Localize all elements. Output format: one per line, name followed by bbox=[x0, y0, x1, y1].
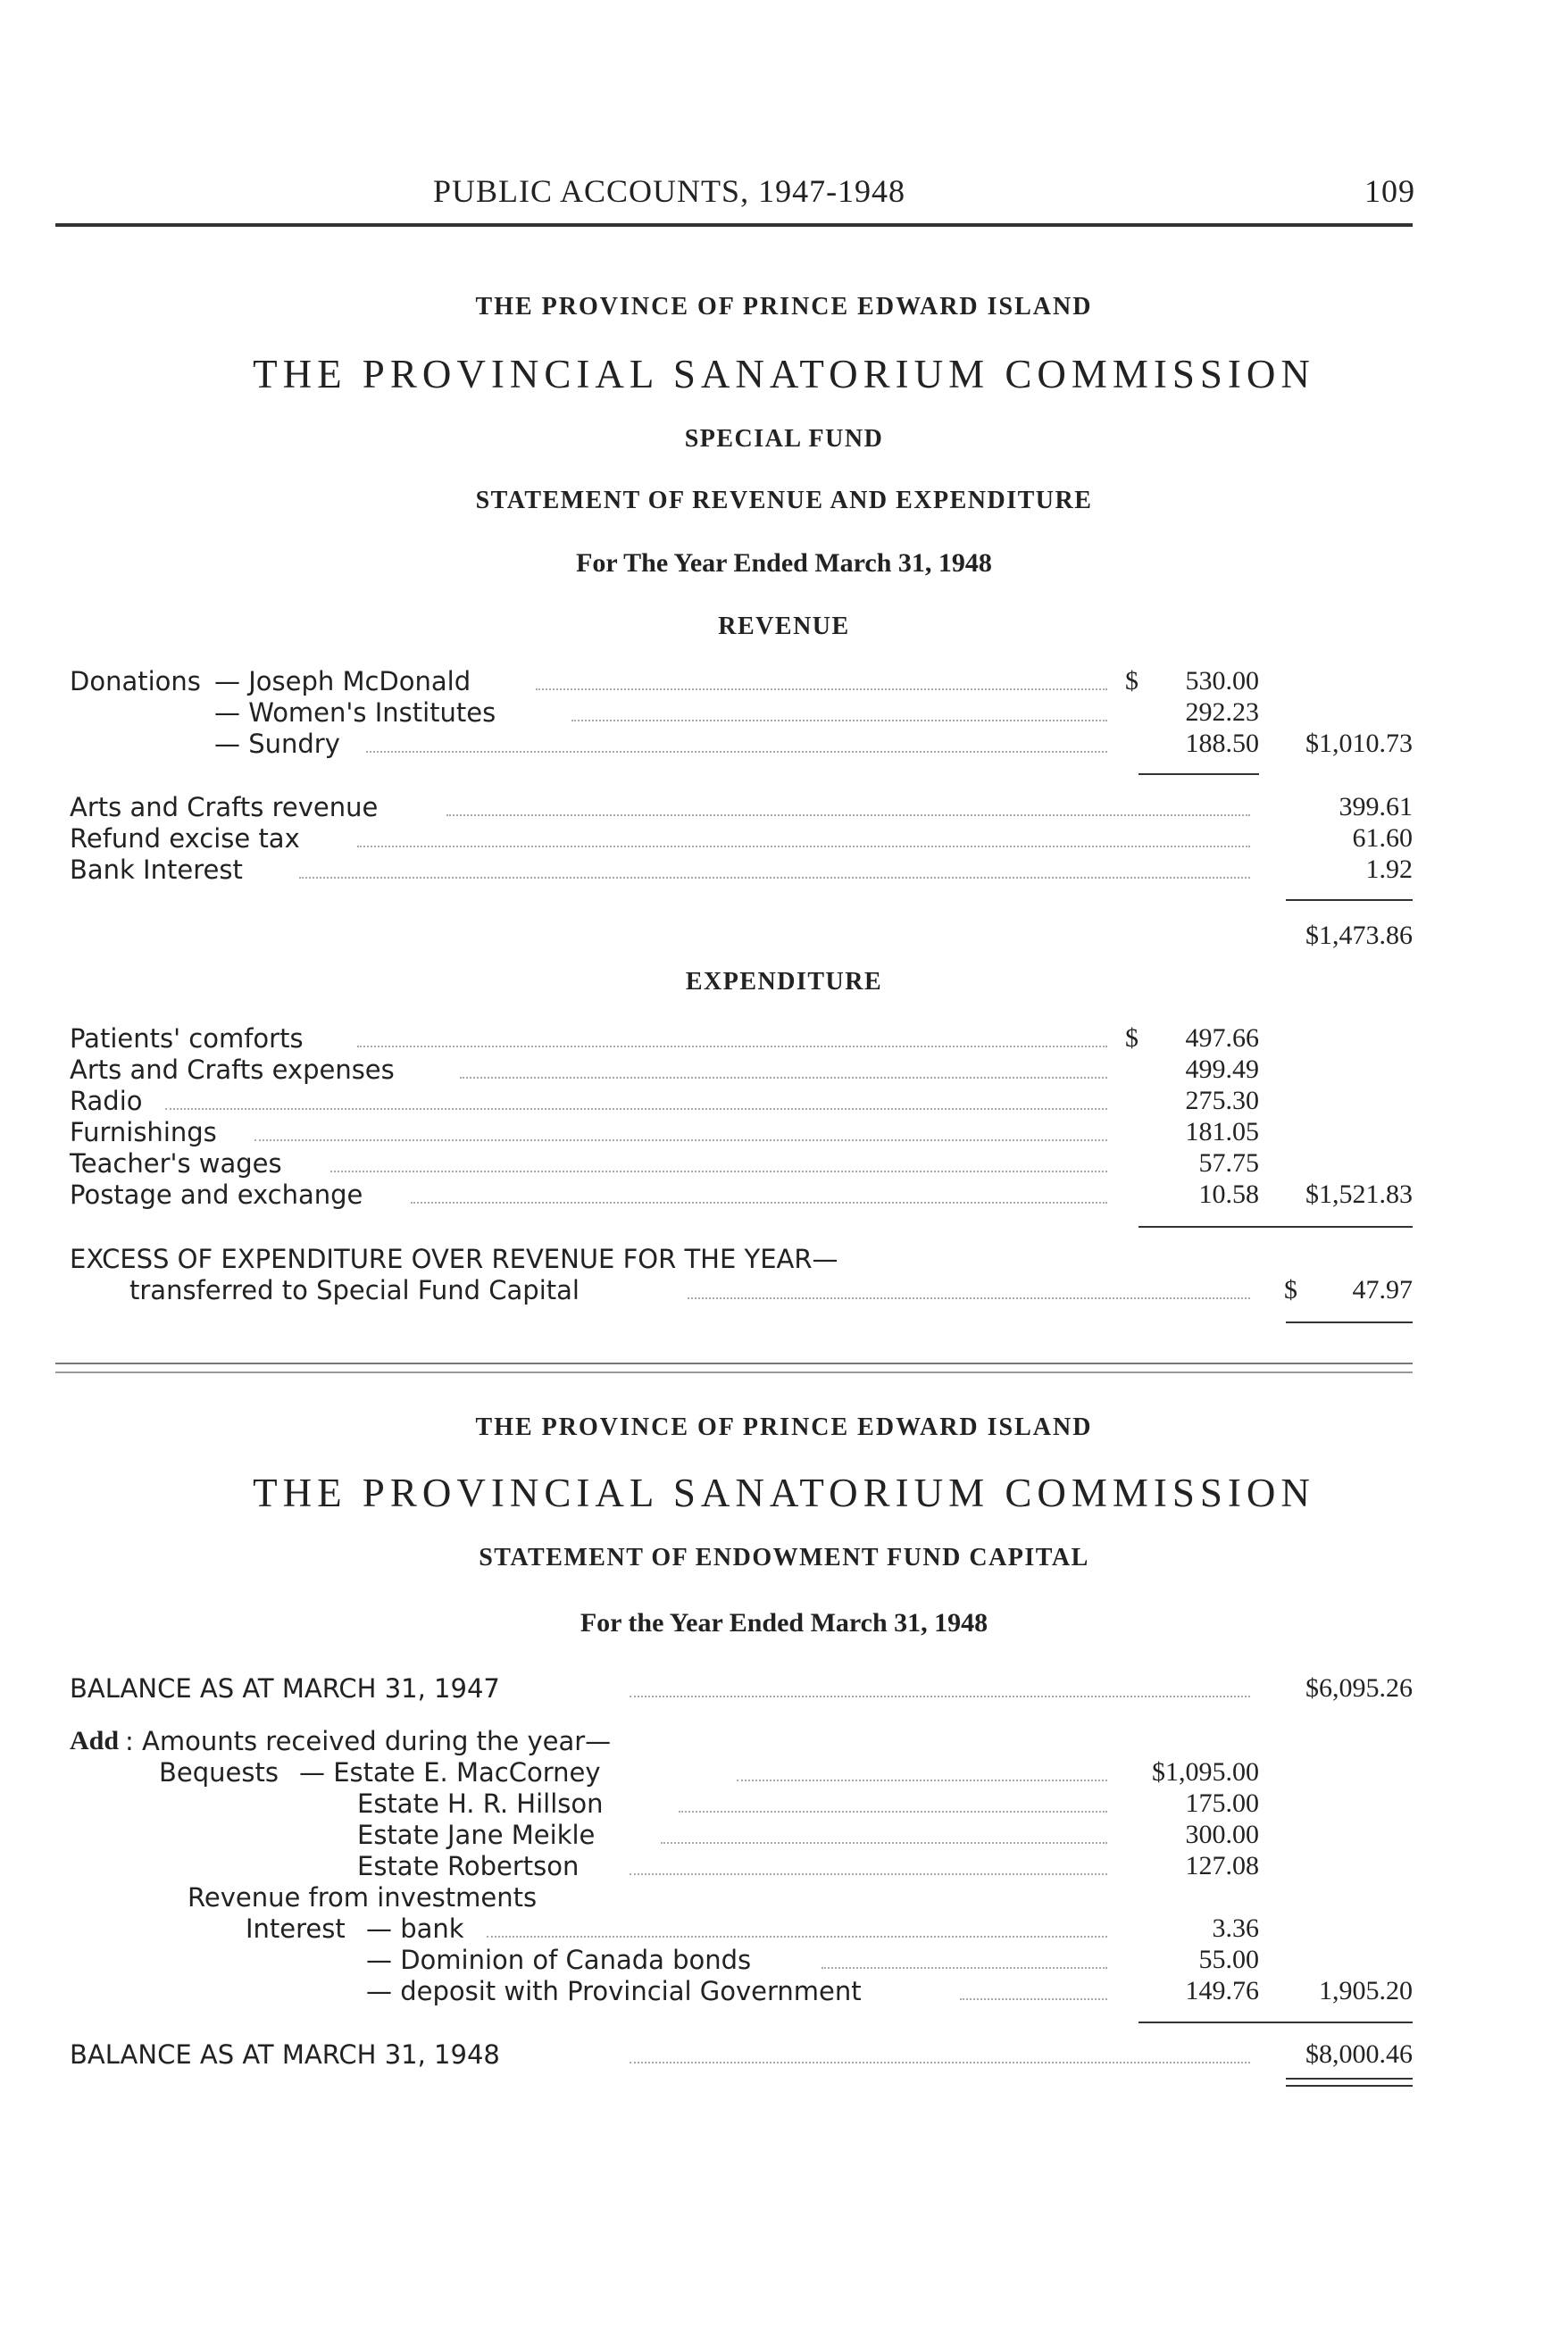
expenditure-row bbox=[0, 1054, 1568, 1086]
excess-row bbox=[0, 1243, 1568, 1275]
expenditure-row bbox=[0, 1022, 1568, 1055]
leader-dots bbox=[679, 1811, 1107, 1813]
donation-amount: 292.23 bbox=[1185, 697, 1259, 727]
interest-source-label: — Dominion of Canada bonds bbox=[366, 1945, 752, 1975]
expenditure-row bbox=[0, 1116, 1568, 1148]
header-rule bbox=[55, 223, 1413, 227]
leader-dots bbox=[688, 1297, 1250, 1299]
bequest-label: — Estate E. MacCorney bbox=[299, 1757, 601, 1788]
interest-label: Interest bbox=[246, 1913, 346, 1944]
revenue-total: $1,473.86 bbox=[1305, 921, 1413, 950]
commission-heading: THE PROVINCIAL SANATORIUM COMMISSION bbox=[253, 352, 1315, 396]
leader-dots bbox=[366, 751, 1107, 753]
leader-dots bbox=[571, 720, 1107, 721]
leader-dots bbox=[960, 1998, 1107, 2000]
expenditure-row bbox=[0, 1085, 1568, 1117]
bequest-amount: $1,095.00 bbox=[1152, 1757, 1259, 1787]
leader-dots bbox=[822, 1967, 1107, 1969]
additions-total-rule bbox=[1138, 2022, 1413, 2023]
bequest-label: Estate Jane Meikle bbox=[357, 1820, 596, 1850]
leader-dots bbox=[487, 1936, 1107, 1938]
revenue-label: Arts and Crafts revenue bbox=[70, 792, 379, 822]
donor-label: — Joseph McDonald bbox=[214, 666, 471, 696]
revenue-row bbox=[0, 791, 1568, 823]
excess-amount: 47.97 bbox=[1352, 1275, 1413, 1305]
add-label: Add bbox=[70, 1726, 120, 1755]
period-heading: For The Year Ended March 31, 1948 bbox=[576, 548, 992, 578]
total-rule bbox=[1286, 899, 1413, 901]
expenditure-amount: 275.30 bbox=[1185, 1086, 1259, 1115]
closing-balance-amount: $8,000.46 bbox=[1305, 2039, 1413, 2069]
closing-balance-row bbox=[0, 2038, 1568, 2071]
leader-dots bbox=[165, 1108, 1107, 1110]
expenditure-label: Patients' comforts bbox=[70, 1023, 304, 1054]
donation-amount: 188.50 bbox=[1185, 729, 1259, 758]
leader-dots bbox=[411, 1202, 1107, 1204]
province-heading: THE PROVINCE OF PRINCE EDWARD ISLAND bbox=[475, 1413, 1093, 1441]
donations-total: $1,010.73 bbox=[1305, 729, 1413, 758]
interest-row bbox=[0, 1975, 1568, 2007]
expenditure-amount: 181.05 bbox=[1185, 1117, 1259, 1146]
interest-row bbox=[0, 1944, 1568, 1976]
expenditure-label: Teacher's wages bbox=[70, 1148, 282, 1179]
interest-source-label: — bank bbox=[366, 1913, 464, 1944]
expenditure-total-rule bbox=[1138, 1226, 1413, 1228]
bequest-row bbox=[0, 1819, 1568, 1851]
bequest-label: Estate Robertson bbox=[357, 1851, 580, 1881]
statement-heading: STATEMENT OF REVENUE AND EXPENDITURE bbox=[475, 487, 1093, 514]
bequest-amount: 300.00 bbox=[1185, 1820, 1259, 1849]
leader-dots bbox=[357, 1046, 1107, 1047]
bequest-row bbox=[0, 1850, 1568, 1882]
leader-dots bbox=[630, 2062, 1250, 2063]
leader-dots bbox=[630, 1873, 1107, 1875]
leader-dots bbox=[630, 1696, 1250, 1697]
donation-row bbox=[0, 728, 1568, 760]
leader-dots bbox=[536, 688, 1107, 690]
page-number: 109 bbox=[1364, 173, 1415, 209]
leader-dots bbox=[460, 1077, 1107, 1079]
revenue-row bbox=[0, 822, 1568, 855]
closing-balance-label: BALANCE AS AT MARCH 31, 1948 bbox=[70, 2039, 500, 2070]
donation-amount: 530.00 bbox=[1185, 666, 1259, 696]
excess-rule bbox=[1286, 1321, 1413, 1323]
leader-dots bbox=[357, 846, 1250, 847]
revenue-amount: 1.92 bbox=[1365, 855, 1413, 884]
leader-dots bbox=[446, 814, 1250, 816]
leader-dots bbox=[299, 877, 1250, 879]
interest-amount: 149.76 bbox=[1185, 1976, 1259, 2005]
section-separator bbox=[55, 1363, 1413, 1373]
investments-row bbox=[0, 1881, 1568, 1913]
excess-label-continued: transferred to Special Fund Capital bbox=[129, 1275, 580, 1305]
expenditure-label: Postage and exchange bbox=[70, 1180, 363, 1210]
donation-row bbox=[0, 696, 1568, 729]
currency-symbol: $ bbox=[1284, 1275, 1297, 1305]
donation-row bbox=[0, 665, 1568, 697]
excess-row bbox=[0, 1274, 1568, 1306]
add-text: : Amounts received during the year— bbox=[125, 1726, 612, 1756]
leader-dots bbox=[737, 1780, 1107, 1781]
bequest-amount: 127.08 bbox=[1185, 1851, 1259, 1880]
opening-balance-row bbox=[0, 1672, 1568, 1705]
donor-label: — Women's Institutes bbox=[214, 697, 496, 728]
leader-dots bbox=[661, 1842, 1107, 1844]
bequest-row bbox=[0, 1788, 1568, 1820]
period-heading: For the Year Ended March 31, 1948 bbox=[580, 1608, 988, 1638]
province-heading: THE PROVINCE OF PRINCE EDWARD ISLAND bbox=[475, 293, 1093, 321]
expenditure-heading: EXPENDITURE bbox=[685, 968, 883, 996]
revenue-amount: 399.61 bbox=[1339, 792, 1413, 821]
opening-balance-amount: $6,095.26 bbox=[1305, 1673, 1413, 1703]
leader-dots bbox=[330, 1171, 1107, 1172]
expenditure-label: Furnishings bbox=[70, 1117, 217, 1147]
expenditure-row bbox=[0, 1179, 1568, 1211]
excess-label: EXCESS OF EXPENDITURE OVER REVENUE FOR THE YEAR— bbox=[70, 1244, 838, 1274]
additions-total: 1,905.20 bbox=[1319, 1976, 1413, 2005]
revenue-label: Refund excise tax bbox=[70, 823, 300, 854]
running-header-title: PUBLIC ACCOUNTS, 1947-1948 bbox=[433, 173, 906, 209]
expenditure-amount: 57.75 bbox=[1198, 1148, 1259, 1178]
donations-label: Donations bbox=[70, 666, 201, 696]
revenue-label: Bank Interest bbox=[70, 855, 243, 885]
expenditure-total: $1,521.83 bbox=[1305, 1180, 1413, 1209]
interest-source-label: — deposit with Provincial Government bbox=[366, 1976, 862, 2006]
investments-label: Revenue from investments bbox=[188, 1882, 538, 1913]
statement-heading: STATEMENT OF ENDOWMENT FUND CAPITAL bbox=[479, 1544, 1089, 1572]
interest-row bbox=[0, 1913, 1568, 1945]
expenditure-amount: 499.49 bbox=[1185, 1055, 1259, 1084]
donor-label: — Sundry bbox=[214, 729, 340, 759]
expenditure-label: Radio bbox=[70, 1086, 143, 1116]
add-row bbox=[0, 1725, 1568, 1757]
revenue-heading: REVENUE bbox=[718, 613, 850, 640]
interest-amount: 55.00 bbox=[1198, 1945, 1259, 1974]
expenditure-amount: 497.66 bbox=[1185, 1023, 1259, 1053]
commission-heading: THE PROVINCIAL SANATORIUM COMMISSION bbox=[253, 1471, 1315, 1515]
currency-symbol: $ bbox=[1125, 1023, 1138, 1053]
expenditure-row bbox=[0, 1147, 1568, 1180]
bequest-label: Estate H. R. Hillson bbox=[357, 1788, 604, 1819]
subtotal-rule bbox=[1138, 773, 1259, 775]
revenue-row bbox=[0, 854, 1568, 886]
revenue-amount: 61.60 bbox=[1352, 823, 1413, 853]
expenditure-amount: 10.58 bbox=[1198, 1180, 1259, 1209]
bequests-label: Bequests bbox=[159, 1757, 279, 1788]
leader-dots bbox=[254, 1139, 1107, 1141]
fund-heading: SPECIAL FUND bbox=[684, 425, 884, 453]
closing-double-rule bbox=[1286, 2078, 1413, 2087]
expenditure-label: Arts and Crafts expenses bbox=[70, 1055, 395, 1085]
bequest-row bbox=[0, 1756, 1568, 1788]
interest-amount: 3.36 bbox=[1212, 1913, 1259, 1943]
revenue-total-row bbox=[0, 920, 1568, 952]
opening-balance-label: BALANCE AS AT MARCH 31, 1947 bbox=[70, 1673, 500, 1704]
currency-symbol: $ bbox=[1125, 666, 1138, 696]
bequest-amount: 175.00 bbox=[1185, 1788, 1259, 1818]
